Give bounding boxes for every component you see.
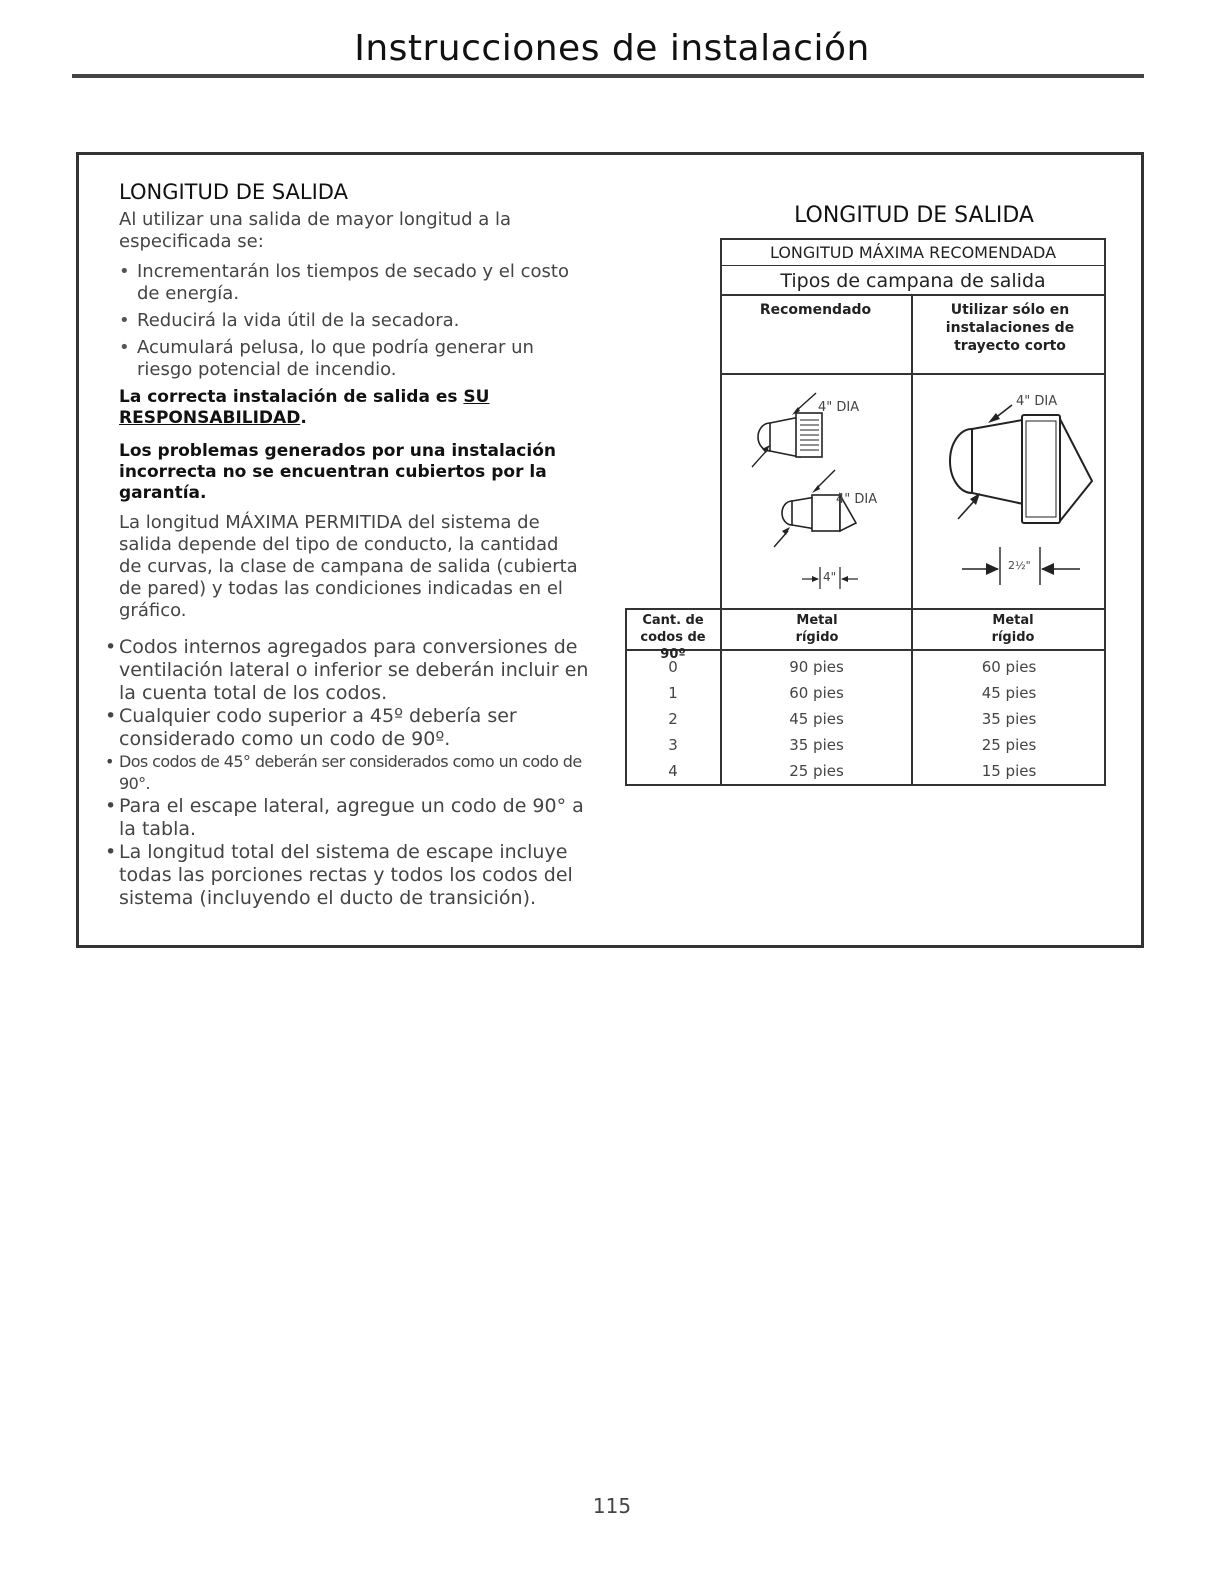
dim-label-4: 4" [823,570,837,584]
warranty-note: Los problemas generados por una instalación incorrecta no se encuentran cubiertos por la garantía. [119,441,556,503]
dim-label-4dia: 4" DIA [836,492,878,507]
table-row: 25 pies [981,736,1037,754]
dim-leader [816,470,835,489]
table-header-sub: Tipos de campana de salida [720,266,1106,296]
max-length-paragraph: La longitud MÁXIMA PERMITIDA del sistema de salida depende del tipo de conducto, la cantidad de curvas, la clase de campana de salida (cubierta de pared) y todas las condiciones indicadas en el gráfico. [119,512,578,621]
dim-leader [796,393,816,411]
dim-label-4dia: 4" DIA [818,400,860,415]
section-heading: LONGITUD DE SALIDA [119,180,348,204]
elbows-column [627,654,719,784]
col-recommended: Recomendado [759,302,872,318]
table-row: 3 [668,736,678,754]
page-number: 115 [592,1494,632,1518]
arrow-head [841,576,848,582]
col-short-run: Utilizar sólo en instalaciones de trayecto corto [945,302,1075,354]
table-title: LONGITUD DE SALIDA [794,203,1034,228]
col-metal-short: Metal rígido [991,613,1035,645]
col-metal-recommended: Metal rígido [795,613,839,645]
responsibility-prefix: La correcta instalación de salida es [119,387,464,407]
table-row: 35 pies [789,736,844,754]
table-row: 15 pies [981,762,1037,780]
list-item: • La longitud total del sistema de escape incluye todas las porciones rectas y todos los codos del sistema (incluyendo el ducto de transición). [105,841,595,910]
table-row: 90 pies [789,658,844,676]
responsibility-note [119,387,579,429]
dim-label-4dia: 4" DIA [1016,394,1058,409]
list-item: • Cualquier codo superior a 45º debería ser considerado como un codo de 90º. [105,705,595,751]
recommended-column [722,654,911,784]
table-header-main: LONGITUD MÁXIMA RECOMENDADA [720,240,1106,266]
list-item: • Para el escape lateral, agregue un codo de 90° a la tabla. [105,795,595,841]
table-row: 60 pies [981,658,1037,676]
intro-text: Al utilizar una salida de mayor longitud a la especificada se: [119,209,512,252]
responsibility-suffix: . [300,408,307,428]
page-title: Instrucciones de instalación [354,28,870,69]
notes-list [105,636,595,910]
table-row: 45 pies [981,684,1037,702]
col-elbows: Cant. de codos de 90º [640,613,706,662]
table-row: 2 [668,710,678,728]
table-row: 35 pies [981,710,1037,728]
table-row: 4 [668,762,678,780]
content-box [76,152,1144,948]
short-run-column [913,654,1105,784]
list-item: • Acumulará pelusa, lo que podría generar un riesgo potencial de incendio. [119,337,579,381]
left-column [119,180,589,910]
dim-label-2half: 2½" [1008,559,1031,572]
list-item: • Incrementarán los tiempos de secado y el costo de energía. [119,261,579,305]
list-item: • Dos codos de 45° deberán ser considerados como un codo de 90°. [105,751,595,795]
angled-hood-large-icon [950,415,1092,523]
vent-hood-illustrations [720,375,1106,607]
arrow-head [1041,563,1054,575]
list-item: • Codos internos agregados para conversiones de ventilación lateral o inferior se deberán incluir en la cuenta total de los codos. [105,636,595,705]
arrow-head [812,576,819,582]
list-item: • Reducirá la vida útil de la secadora. [119,310,579,332]
table-row: 0 [668,658,678,676]
table-row: 45 pies [789,710,844,728]
title-rule [72,74,1144,78]
effects-list [119,261,579,381]
arrow-head [988,413,1000,423]
arrow-head [986,563,999,575]
arrow-head [782,527,790,535]
table-row: 60 pies [789,684,844,702]
table-row: 1 [668,684,678,702]
responsibility-emphasis: SU RESPONSABILIDAD [119,387,490,428]
table-row: 25 pies [789,762,844,780]
